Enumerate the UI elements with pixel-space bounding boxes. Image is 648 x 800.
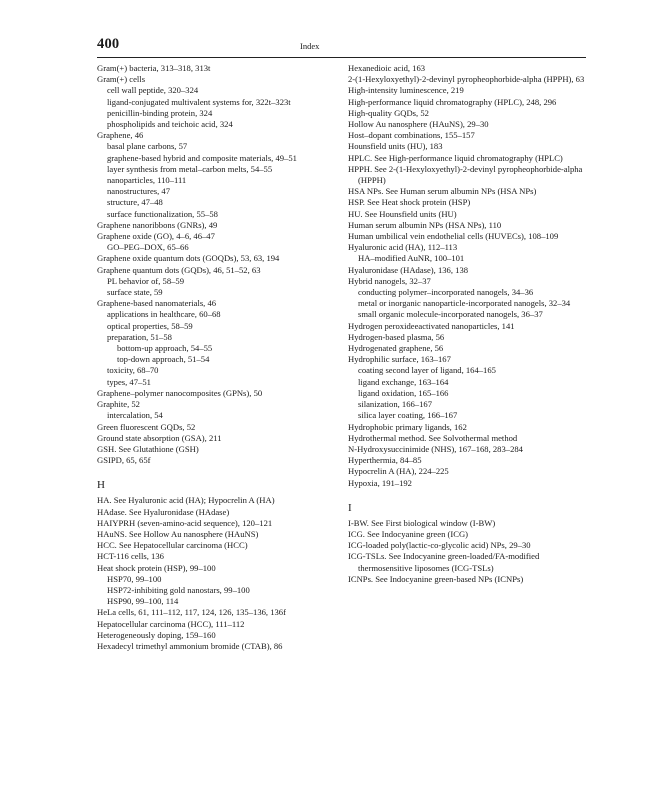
index-entry: High-quality GQDs, 52 (348, 107, 429, 118)
index-subentry: cell wall peptide, 320–324 (107, 85, 199, 96)
index-subentry: bottom-up approach, 54–55 (117, 343, 213, 354)
index-entry: Graphite, 52 (97, 399, 140, 410)
index-subentry: structure, 47–48 (107, 197, 163, 208)
index-subentry: ligand exchange, 163–164 (358, 376, 449, 387)
index-subentry: graphene-based hybrid and composite materials, 49–51 (107, 152, 297, 163)
index-subentry: silanization, 166–167 (358, 399, 432, 410)
index-subentry: optical properties, 58–59 (107, 320, 193, 331)
index-entry: ICNPs. See Indocyanine green-based NPs (ICNPs) (348, 573, 524, 584)
index-subentry: layer synthesis from metal–carbon melts, 54–55 (107, 163, 273, 174)
index-entry: HeLa cells, 61, 111–112, 117, 124, 126, 135–136, 136f (97, 607, 286, 618)
index-entry: HU. See Hounsfield units (HU) (348, 208, 457, 219)
index-entry: Gram(+) bacteria, 313–318, 313t (97, 63, 211, 73)
index-subentry: metal or inorganic nanoparticle-incorporated nanogels, 32–34 (358, 298, 571, 309)
index-entry: Graphene–polymer nanocomposites (GPNs), 50 (97, 387, 263, 398)
index-entry: Hydrothermal method. See Solvothermal method (348, 432, 518, 443)
index-column-left (97, 63, 337, 652)
index-entry: GSIPD, 65, 65f (97, 455, 151, 466)
index-subentry: surface functionalization, 55–58 (107, 208, 218, 219)
index-entry: ICG. See Indocyanine green (ICG) (348, 528, 469, 539)
index-entry: I-BW. See First biological window (I-BW) (348, 517, 496, 528)
index-entry: HAuNS. See Hollow Au nanosphere (HAuNS) (97, 528, 259, 539)
index-subentry: PL behavior of, 58–59 (107, 275, 185, 286)
index-subentry: types, 47–51 (107, 376, 151, 387)
index-entry: Hounsfield units (HU), 183 (348, 141, 443, 152)
index-entry: Graphene nanoribbons (GNRs), 49 (97, 219, 218, 230)
index-entry: Hexanedioic acid, 163 (348, 63, 426, 73)
index-entry: Heterogeneously doping, 159–160 (97, 629, 216, 640)
running-head: Index (300, 41, 320, 51)
index-entry: HCC. See Hepatocellular carcinoma (HCC) (97, 540, 248, 551)
index-entry: Hydrogenated graphene, 56 (348, 343, 444, 354)
index-entry: Hydrogen peroxideeactivated nanoparticles, 141 (348, 320, 515, 331)
index-entry: Hyaluronidase (HAdase), 136, 138 (348, 264, 469, 275)
index-entry: Green fluorescent GQDs, 52 (97, 421, 196, 432)
index-entry: HCT-116 cells, 136 (97, 551, 164, 562)
index-entry: Graphene, 46 (97, 130, 144, 141)
index-entry: Hepatocellular carcinoma (HCC), 111–112 (97, 618, 245, 629)
header-rule (97, 57, 586, 58)
index-subentry: surface state, 59 (107, 287, 163, 298)
page-number: 400 (97, 36, 120, 52)
index-entry: High-intensity luminescence, 219 (348, 85, 464, 96)
index-subentry: nanoparticles, 110–111 (107, 175, 187, 186)
index-entry: Graphene oxide (GO), 4–6, 46–47 (97, 231, 215, 242)
index-subentry: HA–modified AuNR, 100–101 (358, 253, 465, 264)
index-entry: HSP. See Heat shock protein (HSP) (348, 197, 471, 208)
index-subentry: conducting polymer–incorporated nanogels, 34–36 (358, 287, 534, 298)
index-subentry: penicillin-binding protein, 324 (107, 107, 213, 118)
index-subentry: nanostructures, 47 (107, 186, 171, 197)
index-subentry: intercalation, 54 (107, 410, 163, 421)
index-subentry: top-down approach, 51–54 (117, 354, 210, 365)
index-subentry: ligand-conjugated multivalent systems for, 322t–323t (107, 96, 291, 107)
index-entry: Graphene-based nanomaterials, 46 (97, 298, 217, 309)
index-subentry: HSP70, 99–100 (107, 573, 162, 584)
index-entry: Graphene oxide quantum dots (GOQDs), 53, 63, 194 (97, 253, 280, 264)
index-entry: GSH. See Glutathione (GSH) (97, 443, 199, 454)
index-entry: HPPH. See 2-(1-Hexyloxyethyl)-2-devinyl pyropheophorbide-alpha (HPPH) (348, 163, 583, 186)
index-entry: 2-(1-Hexyloxyethyl)-2-devinyl pyropheophorbide-alpha (HPPH), 63 (348, 74, 585, 85)
index-column-right (348, 63, 588, 585)
index-entry: ICG-TSLs. See Indocyanine green-loaded/FA-modified thermosensitive liposomes (ICG-TSLs) (348, 551, 540, 573)
index-entry: Heat shock protein (HSP), 99–100 (97, 562, 216, 573)
index-entry: Hypocrelin A (HA), 224–225 (348, 466, 449, 477)
index-entry: Human serum albumin NPs (HSA NPs), 110 (348, 219, 502, 230)
index-subentry: preparation, 51–58 (107, 331, 172, 342)
index-entry: Hydrogen-based plasma, 56 (348, 331, 445, 342)
index-entry: Hexadecyl trimethyl ammonium bromide (CTAB), 86 (97, 640, 283, 651)
index-subentry: coating second layer of ligand, 164–165 (358, 365, 496, 376)
index-entry: Hydrophilic surface, 163–167 (348, 354, 451, 365)
index-entry: HSA NPs. See Human serum albumin NPs (HSA NPs) (348, 186, 537, 197)
index-subentry: small organic molecule-incorporated nanogels, 36–37 (358, 309, 543, 320)
index-subentry: HSP90, 99–100, 114 (107, 596, 179, 607)
index-entry: ICG-loaded poly(lactic-co-glycolic acid) NPs, 29–30 (348, 540, 531, 551)
index-subentry: GO–PEG–DOX, 65–66 (107, 242, 189, 253)
index-entry: HAdase. See Hyaluronidase (HAdase) (97, 506, 230, 517)
index-entry: Hydrophobic primary ligands, 162 (348, 421, 467, 432)
index-entry: Hyaluronic acid (HA), 112–113 (348, 242, 458, 253)
index-entry: HAIYPRH (seven-amino-acid sequence), 120–121 (97, 517, 273, 528)
index-entry: Hypoxia, 191–192 (348, 477, 412, 488)
index-entry: Ground state absorption (GSA), 211 (97, 432, 222, 443)
index-entry: Human umbilical vein endothelial cells (HUVECs), 108–109 (348, 231, 559, 242)
index-entry: Host–dopant combinations, 155–157 (348, 130, 475, 141)
index-entry: Hyperthermia, 84–85 (348, 455, 422, 466)
section-letter: I (348, 501, 352, 514)
index-subentry: applications in healthcare, 60–68 (107, 309, 221, 320)
index-entry: Gram(+) cells (97, 74, 146, 85)
index-entry: HA. See Hyaluronic acid (HA); Hypocrelin A (HA) (97, 495, 275, 506)
index-subentry: phospholipids and teichoic acid, 324 (107, 119, 233, 130)
index-entry: Hybrid nanogels, 32–37 (348, 275, 431, 286)
index-entry: Graphene quantum dots (GQDs), 46, 51–52, 63 (97, 264, 261, 275)
index-entry: N-Hydroxysuccinimide (NHS), 167–168, 283–284 (348, 443, 523, 454)
index-subentry: basal plane carbons, 57 (107, 141, 188, 152)
section-letter: H (97, 479, 105, 492)
index-entry: Hollow Au nanosphere (HAuNS), 29–30 (348, 119, 489, 130)
index-entry: High-performance liquid chromatography (HPLC), 248, 296 (348, 96, 557, 107)
index-subentry: toxicity, 68–70 (107, 365, 159, 376)
index-entry: HPLC. See High-performance liquid chromatography (HPLC) (348, 152, 563, 163)
index-subentry: HSP72-inhibiting gold nanostars, 99–100 (107, 584, 250, 595)
index-subentry: ligand oxidation, 165–166 (358, 387, 449, 398)
index-subentry: silica layer coating, 166–167 (358, 410, 458, 421)
